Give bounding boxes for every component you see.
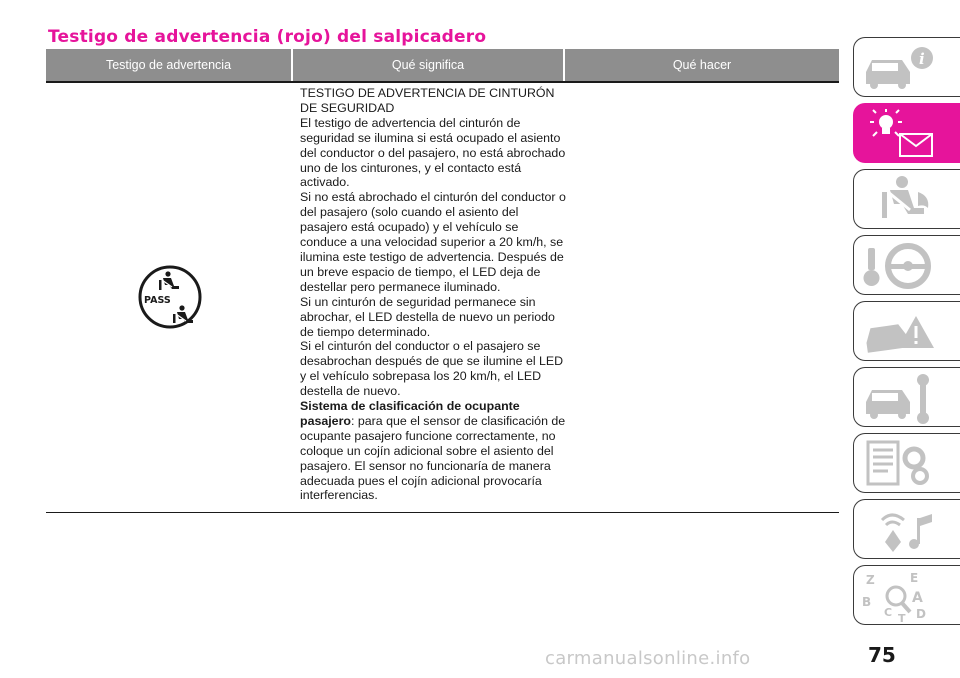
tab-car-info[interactable] xyxy=(853,37,960,97)
meaning-paragraph: El testigo de advertencia del cinturón de seguridad se ilumina si está ocupado el asiento del conductor o del pasajero, no está abrochado uno de los cinturones, y el contacto está activado. xyxy=(300,115,566,190)
tab-technical-data[interactable] xyxy=(853,433,960,493)
alphabetical-index-icon xyxy=(860,570,940,622)
column-header-warning-light: Testigo de advertencia xyxy=(46,49,291,81)
tab-multimedia[interactable] xyxy=(853,499,960,559)
pass-icon-label: PASS xyxy=(144,295,171,306)
car-maintenance-wrench-icon xyxy=(860,372,940,424)
column-header-meaning: Qué significa xyxy=(293,49,563,81)
tab-emergency[interactable] xyxy=(853,301,960,361)
svg-text:T: T xyxy=(898,612,906,622)
page-title: Testigo de advertencia (rojo) del salpicadero xyxy=(48,27,487,47)
svg-text:C: C xyxy=(884,606,893,619)
tab-warning-lights[interactable] xyxy=(853,103,960,163)
bold-heading: Sistema de clasificación de ocupante pasajero xyxy=(300,399,520,428)
meaning-title: TESTIGO DE ADVERTENCIA DE CINTURÓN DE SEGURIDAD xyxy=(300,86,555,115)
meaning-cell xyxy=(300,86,566,503)
svg-text:A: A xyxy=(912,590,923,606)
dashboard-warning-light-icon xyxy=(860,108,940,160)
meaning-paragraph xyxy=(300,399,566,503)
car-emergency-warning-icon xyxy=(860,306,940,358)
tab-index[interactable] xyxy=(853,565,960,625)
technical-data-gears-icon xyxy=(860,438,940,490)
svg-text:E: E xyxy=(910,571,919,585)
svg-text:i: i xyxy=(919,50,925,68)
meaning-paragraph: Si el cinturón del conductor o el pasajero se desabrochan después de que se ilumine el LED y el vehículo sobrepasa los 20 km/h, el LED destella de nuevo. xyxy=(300,339,564,399)
page-number: 75 xyxy=(868,643,896,667)
seat-belt-pass-warning-icon xyxy=(138,265,202,329)
seat-belt-airbag-icon xyxy=(860,174,940,226)
tab-maintenance[interactable] xyxy=(853,367,960,427)
table-top-rule xyxy=(46,81,839,83)
meaning-paragraph: Si un cinturón de seguridad permanece sin abrochar, el LED destella de nuevo un periodo de tiempo determinado. xyxy=(300,294,555,339)
tab-safety[interactable] xyxy=(853,169,960,229)
steering-wheel-key-icon xyxy=(860,240,940,292)
meaning-text: : para que el sensor de clasificación de ocupante pasajero funcione correctamente, no coloque un cojín adicional sobre el asiento del pasajero. El sensor no funcionaría de manera adecuada pues el cojín adicional provocaría interferencias. xyxy=(300,413,566,503)
multimedia-music-icon xyxy=(860,504,940,556)
table-bottom-rule xyxy=(46,512,839,513)
svg-text:Z: Z xyxy=(866,573,875,587)
tab-starting-driving[interactable] xyxy=(853,235,960,295)
watermark: carmanualsonline.info xyxy=(545,648,751,669)
car-info-icon xyxy=(860,42,940,94)
svg-text:B: B xyxy=(862,595,872,609)
meaning-paragraph: Si no está abrochado el cinturón del conductor o del pasajero (solo cuando el asiento del pasajero está ocupado) y el vehículo se conduce a una velocidad superior a 20 km/h, se ilumina este testigo de advertencia. Después de un breve espacio de tiempo, el LED deja de destellar pero permanece iluminado. xyxy=(300,190,566,294)
column-header-what-to-do: Qué hacer xyxy=(565,49,839,81)
svg-text:D: D xyxy=(916,607,926,621)
